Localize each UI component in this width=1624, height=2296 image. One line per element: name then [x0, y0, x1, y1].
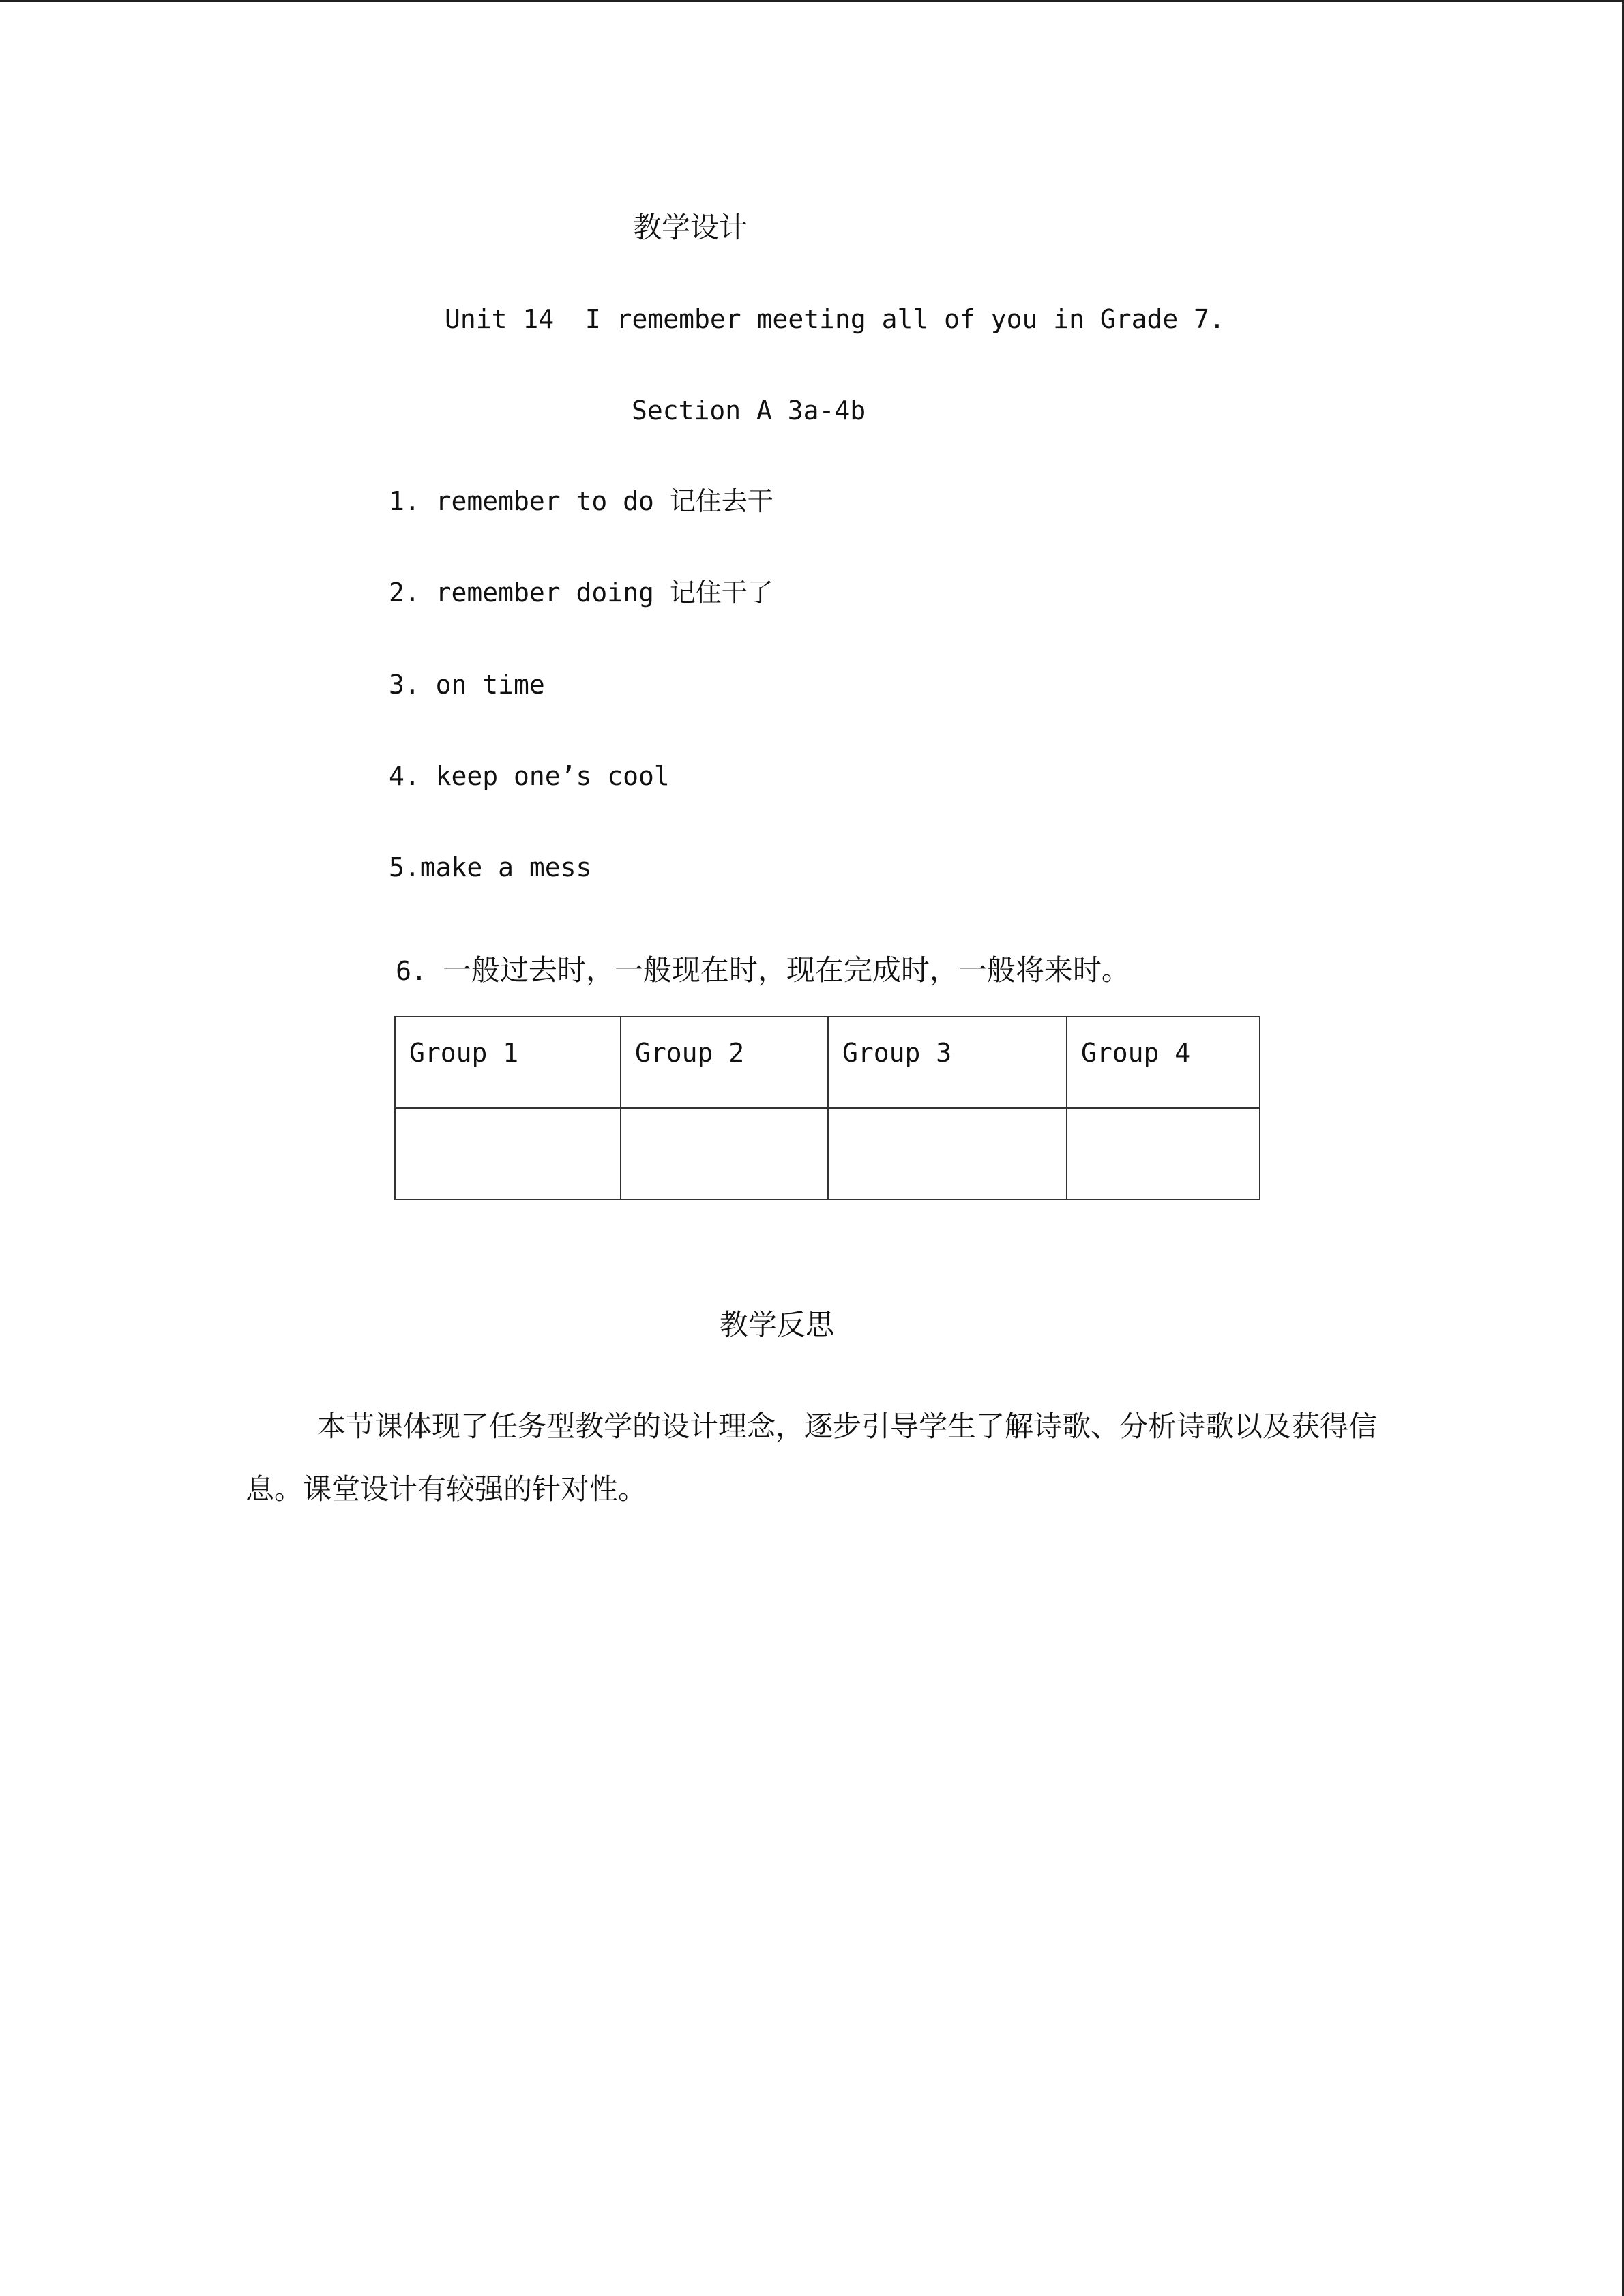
section-heading: Section A 3a-4b	[632, 396, 866, 426]
table-cell	[621, 1108, 828, 1199]
table-header-cell	[395, 1017, 621, 1108]
list-item-text: 一般过去时，一般现在时，现在完成时，一般将来时。	[442, 953, 1130, 987]
group-4-label: Group 4	[1081, 1038, 1191, 1068]
list-item-tenses	[389, 945, 1130, 985]
group-table	[394, 1016, 1260, 1200]
page-border-top	[0, 0, 1624, 2]
table-cell	[395, 1108, 621, 1199]
table-header-cell	[621, 1017, 828, 1108]
list-item-number: 6.	[396, 956, 443, 986]
table-header-row	[395, 1017, 1260, 1108]
unit-heading: Unit 14 I remember meeting all of you in Grade 7.	[445, 304, 1225, 334]
reflection-paragraph: 本节课体现了任务型教学的设计理念，逐步引导学生了解诗歌、分析诗歌以及获得信息。课堂设计有较强的针对性。	[246, 1410, 1378, 1506]
table-cell	[1067, 1108, 1260, 1199]
table-row	[395, 1108, 1260, 1199]
list-item: 1. remember to do 记住去干	[389, 486, 773, 516]
table-header-cell	[828, 1017, 1067, 1108]
table-cell	[828, 1108, 1067, 1199]
reflection-title: 教学反思	[720, 1308, 835, 1341]
table-header-cell	[1067, 1017, 1260, 1108]
list-item: 2. remember doing 记住干了	[389, 578, 773, 608]
list-item: 4. keep one’s cool	[389, 761, 670, 791]
list-item: 3. on time	[389, 670, 545, 700]
list-item: 5.make a mess	[389, 852, 592, 882]
group-1-label: Group 1	[409, 1038, 519, 1068]
group-3-label: Group 3	[842, 1038, 952, 1068]
group-2-label: Group 2	[635, 1038, 745, 1068]
document-title: 教学设计	[633, 211, 748, 244]
